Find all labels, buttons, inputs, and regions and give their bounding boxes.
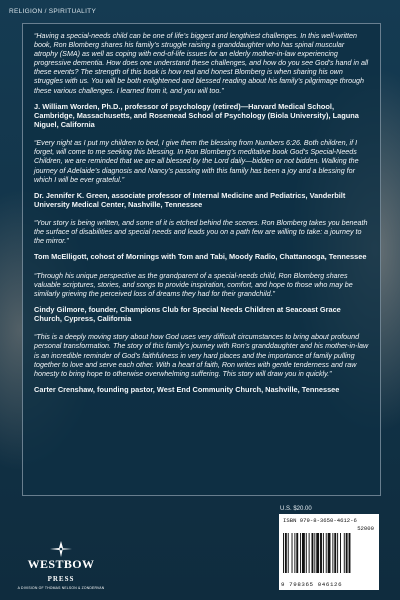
barcode-bar [306, 533, 307, 573]
barcode-bar [294, 533, 295, 573]
barcode-bar [296, 533, 298, 573]
endorsement-attribution: Tom McElligott, cohost of Mornings with Tom and Tabi, Moody Radio, Chattanooga, Tennessee [34, 252, 367, 262]
publisher-name-main: WESTBOW [27, 557, 95, 571]
barcode-bar [283, 533, 284, 573]
barcode-bar [302, 533, 305, 573]
barcode-bars [283, 533, 375, 579]
barcode-bar [316, 533, 319, 573]
category-label: RELIGION / SPIRITUALITY [9, 8, 97, 15]
endorsement-attribution: J. William Worden, Ph.D., professor of psychology (retired)—Harvard Medical School, Cambridge, Massachusetts, and Rosemead School of Psychology (Biola University), Laguna Niguel, California [34, 101, 359, 130]
publisher-name [16, 558, 106, 586]
barcode-bar [320, 533, 322, 573]
endorsement-quote: “Your story is being written, and some of it is etched behind the scenes. Ron Blomberg takes you beneath the surface of disabilities and special needs and leads you on a path few are willing to take: a journey to the mirror.” [34, 219, 368, 246]
barcode-addon: 52000 [357, 525, 374, 532]
compass-icon [46, 540, 76, 558]
price-label: U.S. $20.00 [280, 506, 312, 512]
barcode-bar [285, 533, 287, 573]
endorsement-quote: “Having a special-needs child can be one of life’s biggest and lengthiest challenges. In this well-written book, Ron Blomberg shares his family’s struggle raising a granddaughter who has spinal muscular atrophy (SMA) as well as coping with end-of-life issues for an elderly mother-in-law experiencing progressive dementia. How does one understand these challenges, and how do you see God’s hand in all these events? The strength of this book is how real and honest Blomberg is when sharing his own struggles with us. You will be both enlightened and blessed reading about his family’s pilgrimage through these various challenges. I learned from it, and you will too.” [34, 32, 369, 95]
publisher-name-suffix: PRESS [47, 575, 75, 583]
barcode-bar [340, 533, 341, 573]
endorsement-quote: “This is a deeply moving story about how God uses very difficult circumstances to bring about profound personal transformation. The story of this family’s journey with Ron’s granddaughter and his mother-in-law is an incredible reminder of God’s faithfulness in very hard places and the importance of family pulling together to love and serve each other. With a heart of faith, Ron writes with gentle tenderness and raw honesty to bring hope to otherwise overwhelming suffering. This story will draw you in quickly.” [34, 333, 369, 378]
endorsement-attribution: Dr. Jennifer K. Green, associate professor of Internal Medicine and Pediatrics, Vanderbilt University Medical Center, Nashville, Tennessee [34, 190, 346, 209]
publisher-logo [16, 540, 106, 591]
barcode-bar [314, 533, 315, 573]
barcode-bar [312, 533, 314, 573]
barcode-bar [288, 533, 289, 573]
barcode-number: 9 798365 046126 [281, 581, 343, 588]
endorsement-attribution: Cindy Gilmore, founder, Champions Club for Special Needs Children at Seacoast Grace Church, Cypress, California [34, 304, 341, 324]
barcode-bar [323, 533, 324, 573]
barcode [279, 514, 379, 590]
barcode-bar [328, 533, 331, 573]
barcode-bar [300, 533, 301, 573]
barcode-bar [349, 533, 351, 573]
barcode-bar [326, 533, 327, 573]
barcode-bar [334, 533, 336, 573]
endorsement-quote: “Through his unique perspective as the grandparent of a special-needs child, Ron Blomberg shares valuable scriptures, stories, and songs to provide inspiration, comfort, and hope to those who may be similarly grieving the perceived loss of dreams they had for their grandchild.” [34, 271, 353, 298]
endorsement-quote: “Every night as I put my children to bed, I give them the blessing from Numbers 6:26. Both children, if I forget, will come to me seeking this blessing. In Ron Blomberg’s meditative book God’s Special-Needs Children, we are reminded that we are all blessed by the Lord daily—bidden or not bidden. Walking the journey of Adelaide’s diagnosis and Nancy’s passing with this family has been a joy and a blessing for which I will be ever grateful.” [34, 139, 359, 184]
publisher-tagline: A DIVISION OF THOMAS NELSON & ZONDERVAN [17, 586, 105, 590]
barcode-bar [332, 533, 333, 573]
endorsement-list [34, 32, 370, 404]
barcode-bar [344, 533, 345, 573]
barcode-bar [346, 533, 348, 573]
barcode-bar [337, 533, 338, 573]
isbn-text: ISBN 979-8-3650-4612-6 [283, 517, 357, 524]
barcode-bar [309, 533, 310, 573]
barcode-bar [292, 533, 293, 573]
endorsement-attribution: Carter Crenshaw, founding pastor, West End Community Church, Nashville, Tennessee [34, 384, 340, 394]
